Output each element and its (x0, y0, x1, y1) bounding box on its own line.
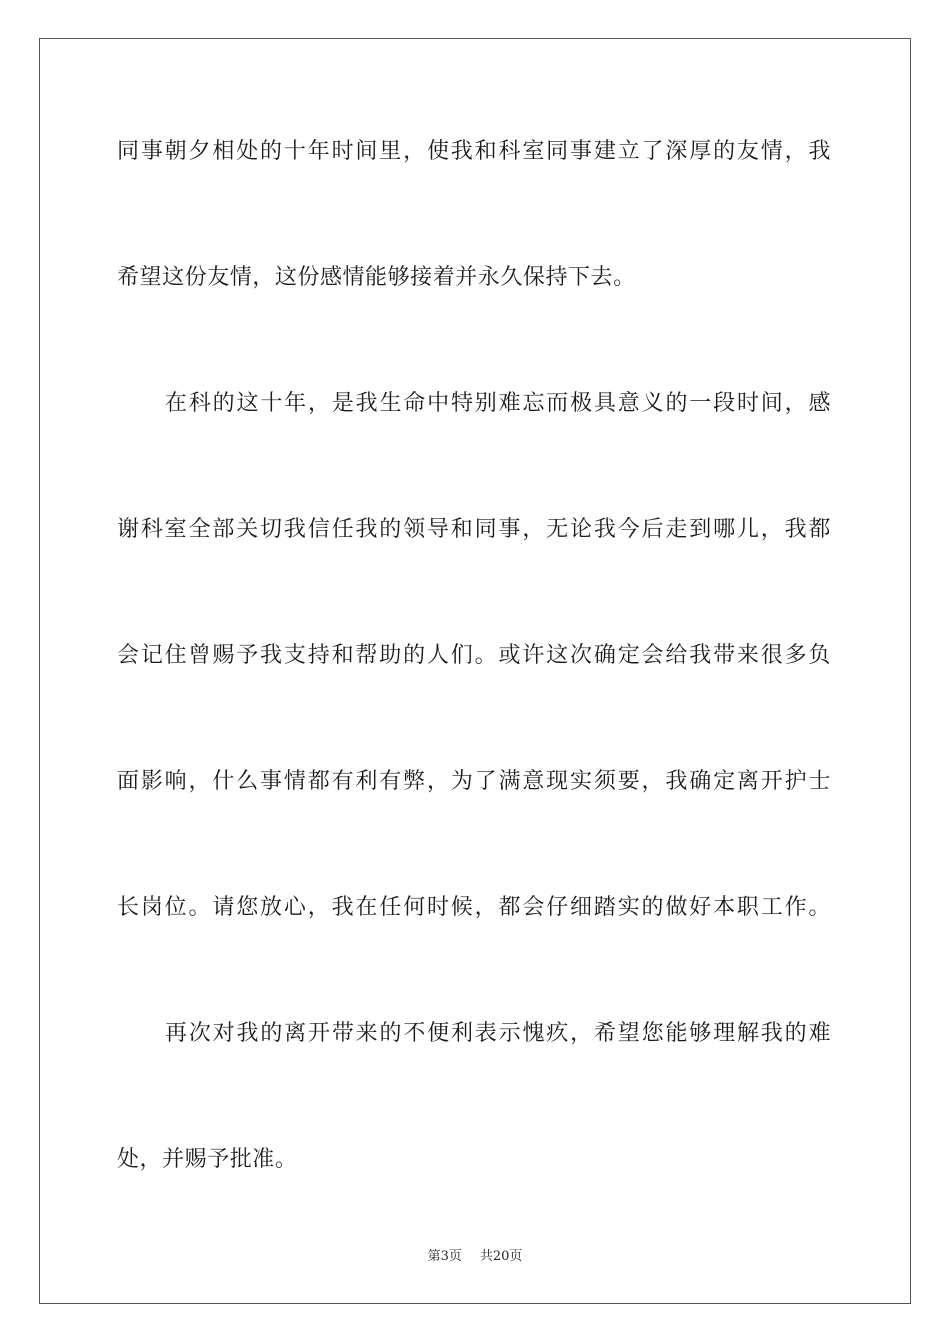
body-line-4: 谢科室全部关切我信任我的领导和同事，无论我今后走到哪儿，我都 (117, 517, 831, 542)
body-line-6: 面影响，什么事情都有利有弊，为了满意现实须要，我确定离开护士 (117, 769, 831, 794)
page-frame (39, 38, 911, 1304)
paragraph-start-line-8: 再次对我的离开带来的不便利表示愧疚，希望您能够理解我的难 (165, 1021, 831, 1046)
paragraph-start-line-3: 在科的这十年，是我生命中特别难忘而极具意义的一段时间，感 (165, 391, 831, 416)
page-footer (0, 1248, 950, 1266)
body-line-2: 希望这份友情，这份感情能够接着并永久保持下去。 (117, 265, 636, 290)
page-number: 第3页 (427, 1249, 462, 1264)
body-line-5: 会记住曾赐予我支持和帮助的人们。或许这次确定会给我带来很多负 (117, 643, 831, 668)
body-line-7: 长岗位。请您放心，我在任何时候，都会仔细踏实的做好本职工作。 (117, 895, 831, 920)
body-line-9: 处，并赐予批准。 (117, 1147, 298, 1172)
page-total: 共20页 (479, 1249, 523, 1264)
body-line-1: 同事朝夕相处的十年时间里，使我和科室同事建立了深厚的友情，我 (117, 139, 831, 164)
